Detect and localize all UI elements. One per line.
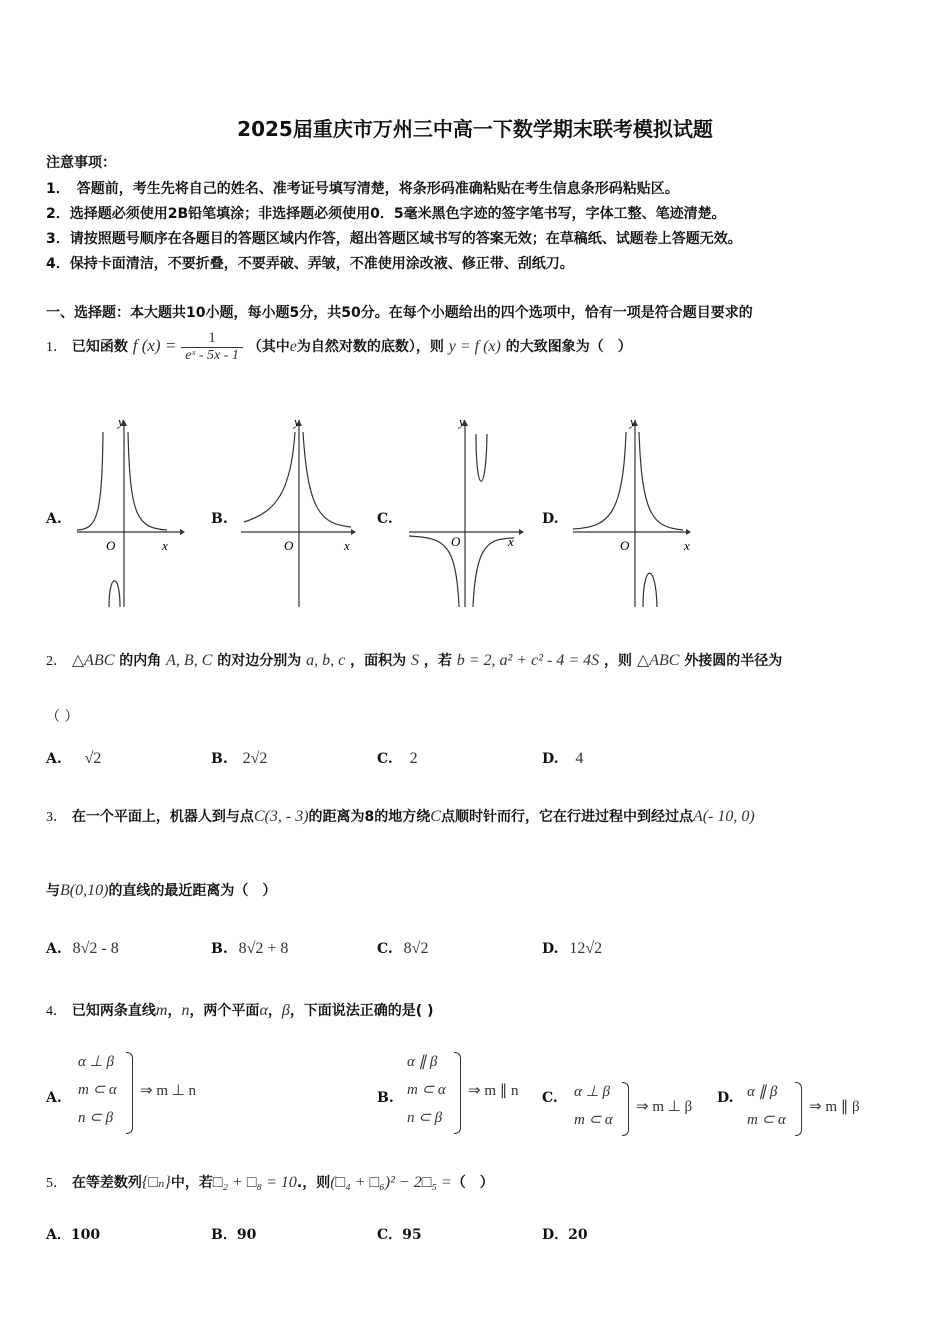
question-number: 2． [46,654,67,669]
option-value: 8√2 - 8 [72,940,119,957]
brace [795,1082,802,1136]
option-label: D. [542,941,559,957]
condition: m ⊂ α [78,1082,117,1098]
option-value: 90 [236,1227,257,1243]
q4-m: m [155,1002,168,1019]
q5-text-3: .，则 [296,1175,331,1191]
q3-text-1: 在一个平面上，机器人到与点 [71,809,254,825]
q4-beta: β [281,1002,290,1019]
option-label: D. [542,751,559,767]
option-label: C. [377,941,393,957]
q1-graph-c [404,412,529,610]
q1-e: e [289,338,297,355]
q4-option-b-conditions [407,1048,446,1132]
question-4 [46,1000,433,1020]
q1-option-b-label: B. [211,511,228,527]
q2-angles: A, B, C [166,652,213,669]
q1-fx: f (x) = [132,336,177,355]
question-3-cont [46,880,276,900]
q5-option-d [542,1224,588,1244]
q2-paren: （ ） [46,709,79,725]
q2-area: S [410,652,419,669]
q2-condition: b = 2, a² + c² - 4 = 4S [456,652,600,669]
q2-text-4: ，若 [423,653,452,669]
option-label: B． [211,1227,237,1243]
option-value: 100 [70,1227,101,1243]
q2-text-5: ，则 [604,653,633,669]
q1-graph-a [72,412,187,610]
condition: α ⊥ β [78,1054,114,1070]
q1-yfx: y = f (x) [448,338,501,355]
q3-option-c [377,940,428,958]
q5-text-4: （ ） [451,1175,494,1191]
origin-label: O [451,534,461,549]
option-value: 4 [575,750,584,767]
q3-text-2: 的距离为8的地方绕 [308,809,431,825]
q4-text-1: 已知两条直线 [71,1003,156,1019]
q4-text-2: ，两个平面 [189,1003,260,1019]
condition: n ⊂ β [78,1110,114,1126]
q1-graph-d [568,412,696,610]
q2-triangle: △ABC [71,652,115,669]
q4-comma-2: ， [267,1003,282,1019]
notice-item-4: 4．保持卡面清洁，不要折叠，不要弄破、弄皱，不准使用涂改液、修正带、刮纸刀。 [46,256,574,272]
condition: n ⊂ β [407,1110,443,1126]
q1-text-post: 的大致图象为（ ） [505,339,632,355]
q5-sequence: {□ₙ} [141,1174,171,1191]
q4-option-d-label: D. [717,1090,734,1106]
q4-option-c-label: C. [542,1090,558,1106]
option-label: D． [542,1227,569,1243]
condition: α ⊥ β [574,1084,610,1100]
q3-option-d [542,940,602,958]
q5-text-2: 中，若 [170,1175,213,1191]
q3-text-3: 点顺时针而行，它在行进过程中到经过点 [440,809,693,825]
option-value: 8√2 [403,940,429,957]
option-label: B. [211,751,228,767]
q2-text-3: ，面积为 [350,653,407,669]
q4-option-c-conditions [574,1078,613,1134]
condition: m ⊂ α [407,1082,446,1098]
q1-fraction [181,330,243,364]
q4-option-d-implication: ⇒ m ∥ β [809,1099,860,1115]
question-number: 4． [46,1004,67,1019]
q5-condition: □₂ + □₈ = 10 [212,1174,297,1191]
condition: m ⊂ α [574,1112,613,1128]
q4-text-3: ，下面说法正确的是( ) [289,1003,434,1019]
q5-option-c [377,1224,422,1244]
q5-expression: (□₄ + □₆)² − 2□₅ = [330,1174,452,1191]
q4-comma: ， [167,1003,182,1019]
q2-option-c [377,750,418,768]
option-value: 2√2 [242,750,268,767]
option-value: 20 [568,1227,588,1243]
q4-alpha: α [259,1002,268,1019]
q1-denominator: eˣ - 5x - 1 [185,348,239,363]
option-value: √2 [84,750,102,767]
q3-option-a [46,940,119,958]
option-label: A. [46,751,62,767]
q2-text-2: 的对边分别为 [217,653,302,669]
q3-c: C [430,808,441,825]
notice-item-3: 3．请按照题号顺序在各题目的答题区域内作答，超出答题区域书写的答案无效；在草稿纸、试题卷上答题无效。 [46,231,742,247]
q4-option-b-implication: ⇒ m ∥ n [468,1083,519,1099]
q1-text-mid2: 为自然对数的底数），则 [296,339,444,355]
option-value: 95 [402,1227,422,1243]
axis-x-label: x [684,538,690,553]
q3-text-5: 的直线的最近距离为（ ） [108,883,277,899]
q2-sides: a, b, c [306,652,346,669]
page-title: 2025届重庆市万州三中高一下数学期末联考模拟试题 [237,117,713,141]
axis-y-label: y [459,414,465,429]
question-2 [46,650,782,670]
option-value: 12√2 [569,940,603,957]
option-label: C． [377,1227,403,1243]
question-number: 1． [46,340,67,355]
q5-text-1: 在等差数列 [71,1175,142,1191]
q1-text-mid: （其中 [247,339,290,355]
origin-label: O [284,538,294,553]
q4-option-a-implication: ⇒ m ⊥ n [140,1083,197,1099]
condition: α ∥ β [747,1084,778,1100]
axis-y-label: y [118,414,124,429]
q4-option-a-conditions [78,1048,117,1132]
q1-text-pre: 已知函数 [71,339,128,355]
section-heading: 一、选择题：本大题共10小题，每小题5分，共50分。在每个小题给出的四个选项中，恰有一项是符合题目要求的 [46,305,753,321]
origin-label: O [106,538,116,553]
question-5 [46,1172,494,1192]
q1-numerator: 1 [181,330,243,348]
q1-graph-b [236,412,361,610]
brace [622,1082,629,1136]
question-number: 5． [46,1176,67,1191]
axis-x-label: x [508,534,514,549]
question-number: 3． [46,810,67,825]
q4-n: n [181,1002,190,1019]
option-label: B. [211,941,228,957]
q5-option-a [46,1224,100,1244]
q2-option-d [542,750,583,768]
q2-triangle-2: △ABC [636,652,680,669]
q1-option-d-label: D. [542,511,559,527]
axis-y-label: y [630,414,636,429]
q3-point-a: A(- 10, 0) [692,808,755,825]
notice-item-2: 2．选择题必须使用2B铅笔填涂；非选择题必须使用0．5毫米黑色字迹的签字笔书写，字体工整、笔迹清楚。 [46,206,726,222]
axis-y-label: y [294,414,300,429]
condition: m ⊂ α [747,1112,786,1128]
q1-option-a-label: A. [46,511,62,527]
option-value: 8√2 + 8 [238,940,289,957]
q2-text-1: 的内角 [119,653,162,669]
option-value: 2 [409,750,418,767]
origin-label: O [620,538,630,553]
question-1 [46,330,632,364]
condition: α ∥ β [407,1054,438,1070]
brace [454,1052,461,1134]
q3-option-b [211,940,288,958]
q2-option-b [211,750,267,768]
q4-option-b-label: B. [377,1090,394,1106]
notice-heading: 注意事项： [46,155,116,171]
notice-item-1: 1． 答题前，考生先将自己的姓名、准考证号填写清楚，将条形码准确粘贴在考生信息条形码粘贴区。 [46,181,679,197]
q3-text-4: 与 [46,883,60,899]
q5-option-b [211,1224,256,1244]
option-label: A． [46,1227,71,1243]
q1-option-c-label: C. [377,511,393,527]
question-3 [46,806,755,826]
q2-option-a [46,750,101,768]
axis-x-label: x [344,538,350,553]
q4-option-a-label: A. [46,1090,62,1106]
q4-option-d-conditions [747,1078,786,1134]
q3-point-b: B(0,10) [60,882,109,899]
option-label: A. [46,941,62,957]
option-label: C. [377,751,393,767]
q4-option-c-implication: ⇒ m ⊥ β [636,1099,693,1115]
q2-text-6: 外接圆的半径为 [684,653,783,669]
brace [126,1052,133,1134]
q3-point-c: C(3, - 3) [253,808,309,825]
axis-x-label: x [162,538,168,553]
